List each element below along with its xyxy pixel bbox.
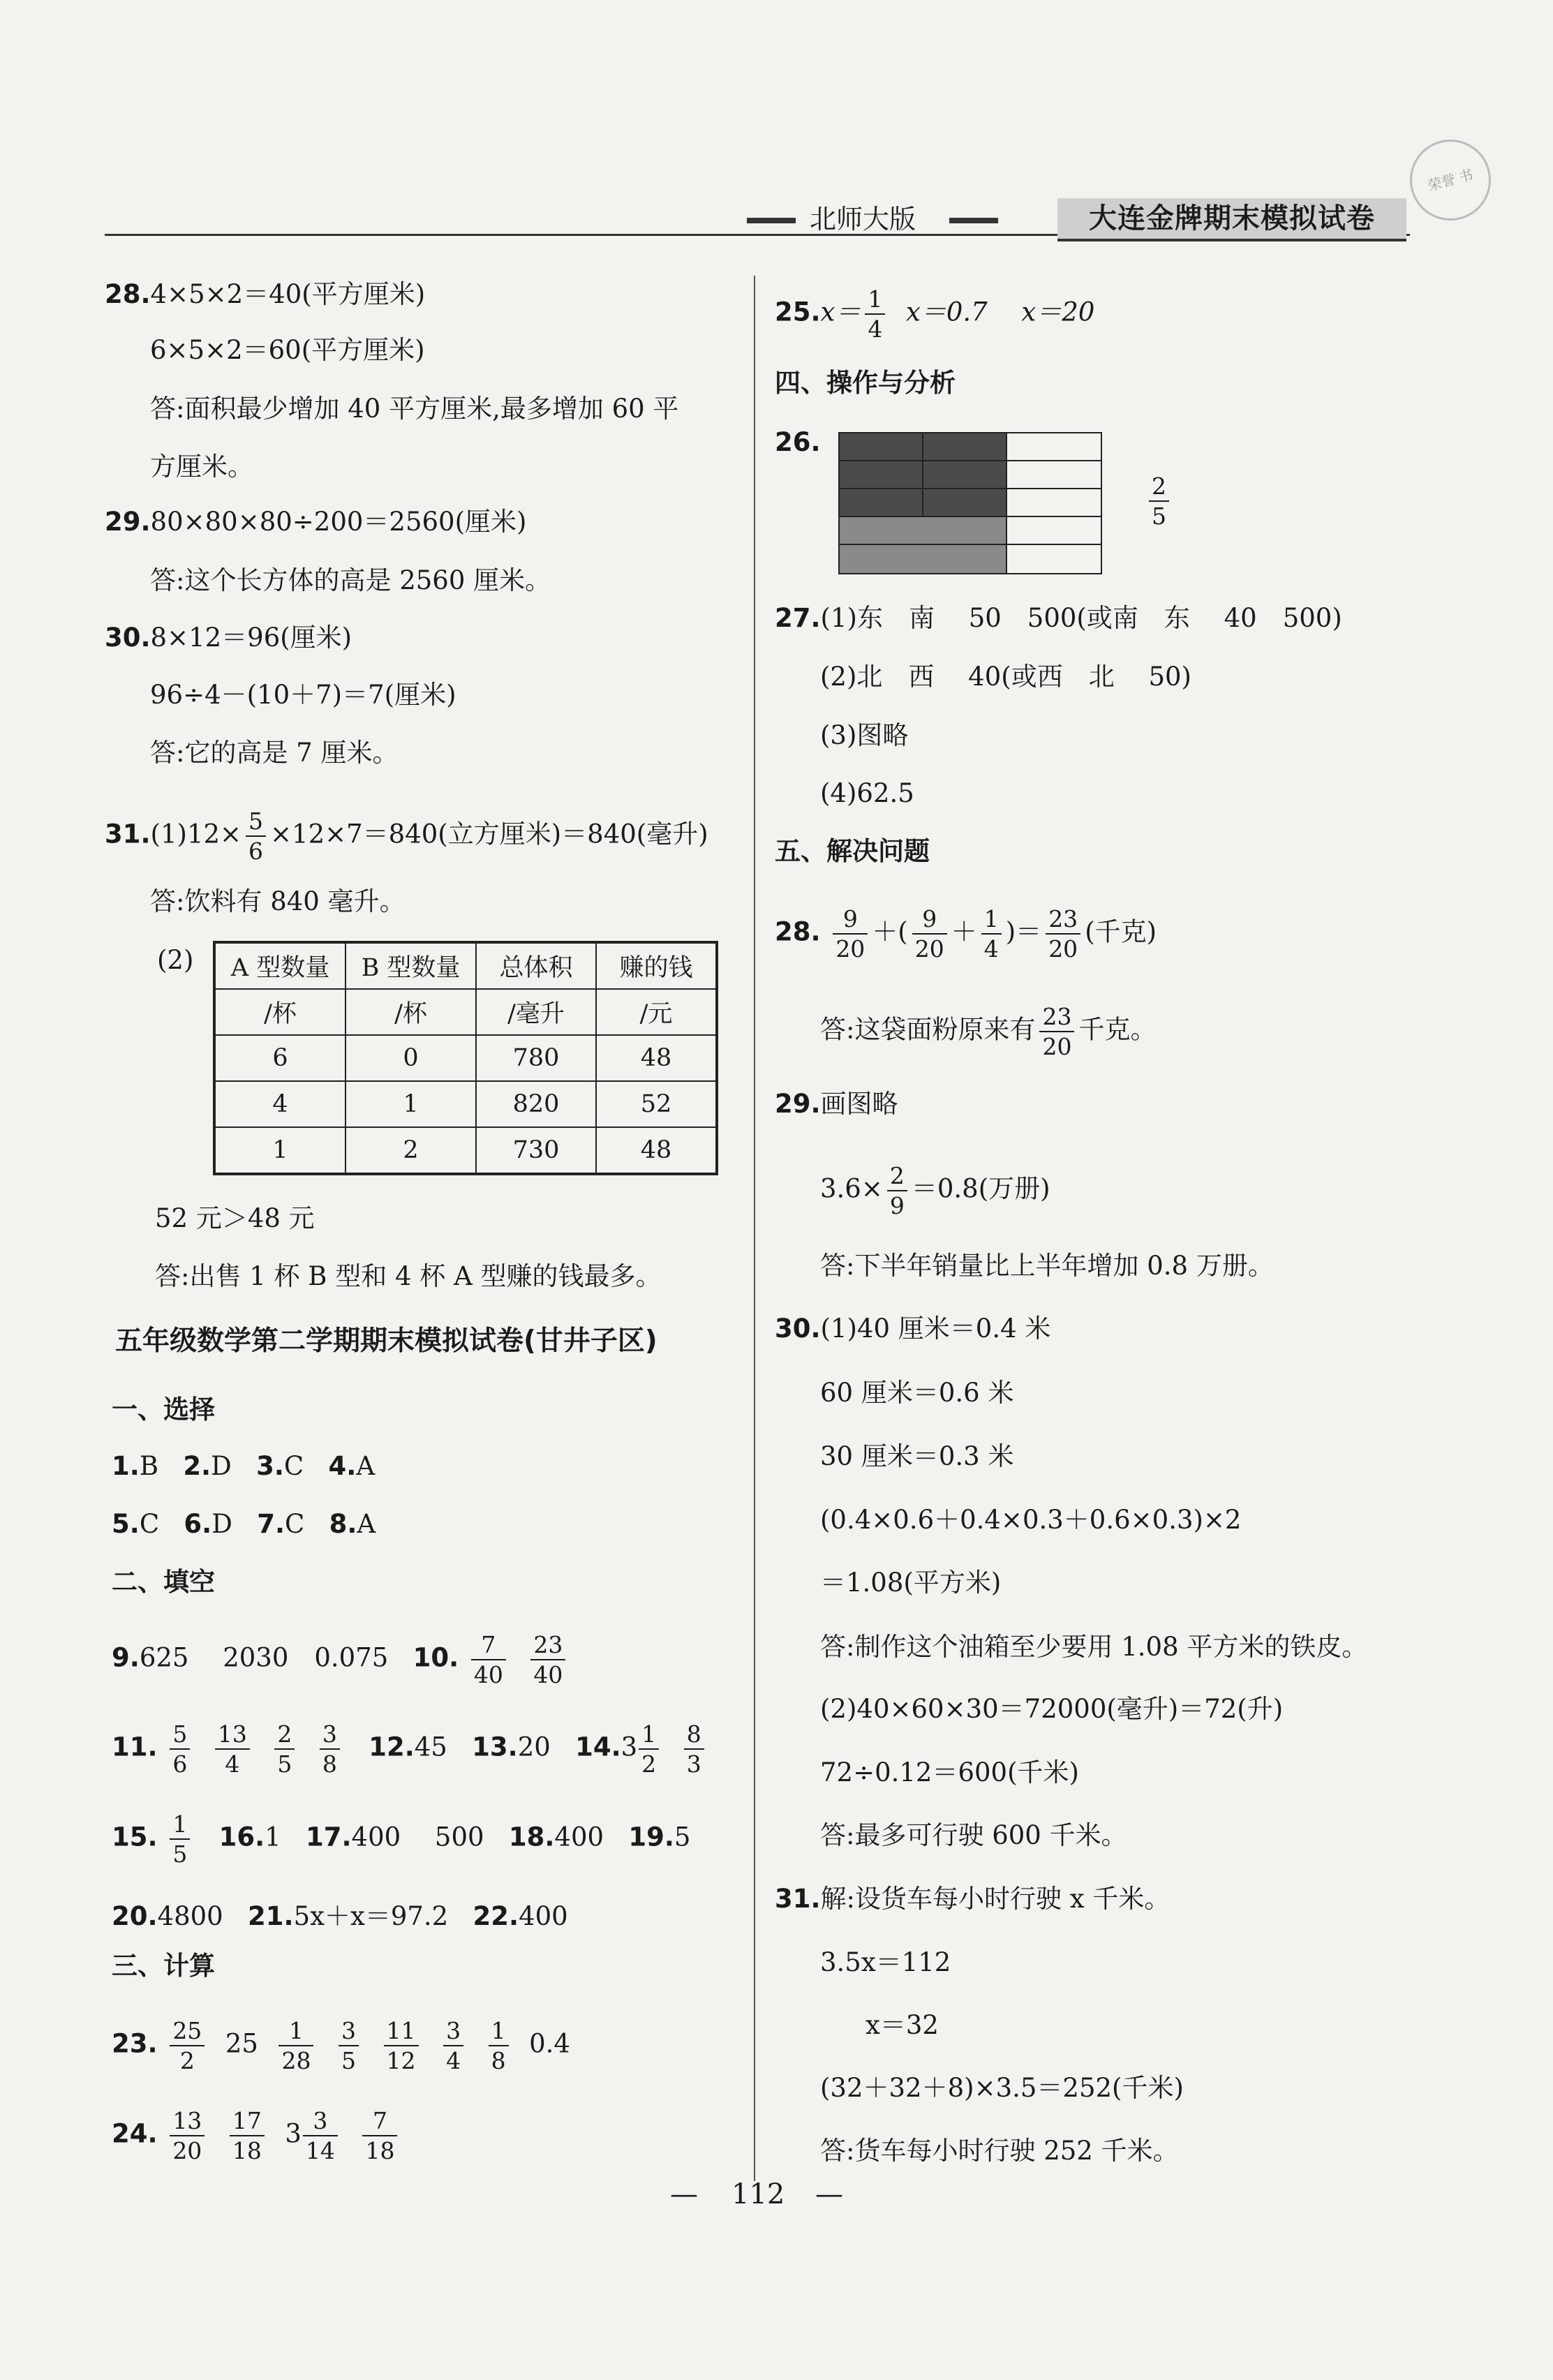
right-q28-answer: 答:这袋面粉原来有 $\frac{23}{20}$ 千克。 [820,1003,1157,1060]
header-series-box [1057,198,1406,241]
left-q28-line4: 方厘米。 [150,452,253,482]
grid-cell-shaded [923,433,1006,461]
left-q29-line2: 答:这个长方体的高是 2560 厘米。 [150,565,551,595]
page-number: 112 [731,2178,785,2210]
grid-cell [1006,489,1101,516]
grid-cell-shaded [839,489,923,516]
right-q25: 25.x＝ $\frac{1}{4}$ x＝0.7 x＝20 [775,285,1095,343]
th-vol-unit: /毫升 [476,989,596,1035]
th-a-unit: /杯 [214,989,345,1035]
grid-cell-shaded [839,461,923,489]
right-q30-line2: 60 厘米＝0.6 米 [820,1378,1014,1408]
left-q31-line2: 答:饮料有 840 毫升。 [150,886,406,916]
left-q30-line3: 答:它的高是 7 厘米。 [150,738,399,768]
section-choice: 一、选择 [112,1394,215,1425]
left-q30-line2: 96÷4－(10＋7)＝7(厘米) [150,680,456,710]
right-q30-line9: 答:最多可行驶 600 千米。 [820,1820,1127,1850]
right-q31-line2: 3.5x＝112 [820,1947,951,1977]
right-q26-frac: $\frac{2}{5}$ [1145,475,1173,528]
right-q29-line1: 29.画图略 [775,1089,898,1119]
table-header-unit-row [214,989,717,1035]
header-dash-right [949,218,998,223]
right-q31-line5: 答:货车每小时行驶 252 千米。 [820,2136,1179,2166]
right-q28-line1: 28. $\frac{9}{20}$ ＋( $\frac{9}{20}$ ＋ $\frac{1}{4}$ )＝ $\frac{23}{20}$ (千克) [775,905,1157,962]
right-q26-num: 26. [775,427,821,457]
frac-5-6: $\frac{5}{6}$ [246,810,266,863]
table-row: 6 0 780 48 [214,1035,717,1081]
right-q30-line7: (2)40×60×30＝72000(毫升)＝72(升) [820,1694,1284,1724]
footer-dash-left: — [670,2178,698,2210]
fill-row-20-22: 20.4800 21.5x＋x＝97.2 22.400 [112,1901,568,1931]
left-q28-line1: 28.4×5×2＝40(平方厘米) [105,279,426,309]
stamp-seal [1401,131,1500,230]
fill-row-9-10: 9.625 2030 0.075 10. $\frac{7}{40}$ $\frac{23}{40}$ [112,1633,570,1686]
th-b: B 型数量 [345,942,476,989]
grid-cell [1006,433,1101,461]
column-divider [754,276,755,2181]
exam-title: 五年级数学第二学期期末模拟试卷(甘井子区) [115,1325,657,1357]
section-solve: 五、解决问题 [775,836,930,866]
left-q31-part2: (2) [157,945,194,975]
th-b-unit: /杯 [345,989,476,1035]
left-q28-line2: 6×5×2＝60(平方厘米) [150,335,425,365]
header-dash-left [747,218,796,223]
right-q29-line2: 3.6× $\frac{2}{9}$ ＝0.8(万册) [820,1162,1050,1219]
section-fill: 二、填空 [112,1567,215,1597]
fill-row-11-14: 11. $\frac{5}{6}$ $\frac{13}{4}$ $\frac{2}{5}$ $\frac{3}{8}$ 12.45 13.20 14.3 $\frac{1}{2}$ $\frac{8}{3}$ [112,1723,708,1776]
right-q30-line6: 答:制作这个油箱至少要用 1.08 平方米的铁皮。 [820,1632,1368,1662]
left-q31-line3: 52 元＞48 元 [155,1203,315,1233]
th-a: A 型数量 [214,942,345,989]
right-q31-line1: 31.解:设货车每小时行驶 x 千米。 [775,1884,1171,1914]
right-q27-line1: 27.(1)东 南 50 500(或南 东 40 500) [775,603,1342,633]
right-q31-line4: (32＋32＋8)×3.5＝252(千米) [820,2073,1184,2103]
right-q30-line4: (0.4×0.6＋0.4×0.3＋0.6×0.3)×2 [820,1505,1242,1535]
grid-cell-shaded [839,433,923,461]
shaded-grid [838,431,1103,575]
header-series: 大连金牌期末模拟试卷 [1089,202,1375,235]
left-q30-line1: 30.8×12＝96(厘米) [105,623,352,653]
footer-dash-right: — [815,2178,843,2210]
left-q29-line1: 29.80×80×80÷200＝2560(厘米) [105,507,527,537]
right-q31-line3: x＝32 [865,2010,939,2040]
right-q29-line3: 答:下半年销量比上半年增加 0.8 万册。 [820,1251,1274,1281]
grid-cell-light [839,516,1006,544]
grid-cell [1006,544,1101,574]
answer-table [213,941,718,1175]
left-q28-line3: 答:面积最少增加 40 平方厘米,最多增加 60 平 [150,394,679,424]
calc-row-23: 23. $\frac{25}{2}$ 25 $\frac{1}{28}$ $\frac{3}{5}$ $\frac{11}{12}$ $\frac{3}{4}$ $\frac{1}{8}$ 0.4 [112,2017,570,2074]
grid-cell-shaded [923,489,1006,516]
table-row: 4 1 820 52 [214,1081,717,1127]
right-q27-line2: (2)北 西 40(或西 北 50) [820,662,1191,692]
right-q30-line8: 72÷0.12＝600(千米) [820,1757,1079,1787]
right-q30-line1: 30.(1)40 厘米＝0.4 米 [775,1314,1051,1344]
section-calc: 三、计算 [112,1951,215,1981]
right-q27-line3: (3)图略 [820,720,909,750]
right-q30-line5: ＝1.08(平方米) [820,1568,1002,1598]
stamp-text: 荣誉 书 [1425,165,1476,195]
right-q27-line4: (4)62.5 [820,778,914,808]
table-row: 1 2 730 48 [214,1127,717,1174]
choice-row-1: 1.B 2.D 3.C 4.A [112,1451,376,1481]
left-q31-line4: 答:出售 1 杯 B 型和 4 杯 A 型赚的钱最多。 [155,1261,662,1291]
left-q31-line1: 31.(1)12× $\frac{5}{6}$ ×12×7＝840(立方厘米)＝840(毫升) [105,808,708,865]
fill-row-15-19: 15. $\frac{1}{5}$ 16.1 17.400 500 18.400 19.5 [112,1810,691,1868]
right-q30-line3: 30 厘米＝0.3 米 [820,1441,1014,1471]
th-money-unit: /元 [596,989,717,1035]
th-vol: 总体积 [476,942,596,989]
grid-cell [1006,461,1101,489]
calc-row-24: 24. $\frac{13}{20}$ $\frac{17}{18}$ 3 $\frac{3}{14}$ $\frac{7}{18}$ [112,2109,401,2162]
grid-cell-shaded [923,461,1006,489]
grid-cell [1006,516,1101,544]
header-edition: 北师大版 [810,204,916,235]
th-money: 赚的钱 [596,942,717,989]
choice-row-2: 5.C 6.D 7.C 8.A [112,1509,376,1539]
table-header-row [214,942,717,989]
grid-cell-light [839,544,1006,574]
section-operate: 四、操作与分析 [775,368,956,398]
